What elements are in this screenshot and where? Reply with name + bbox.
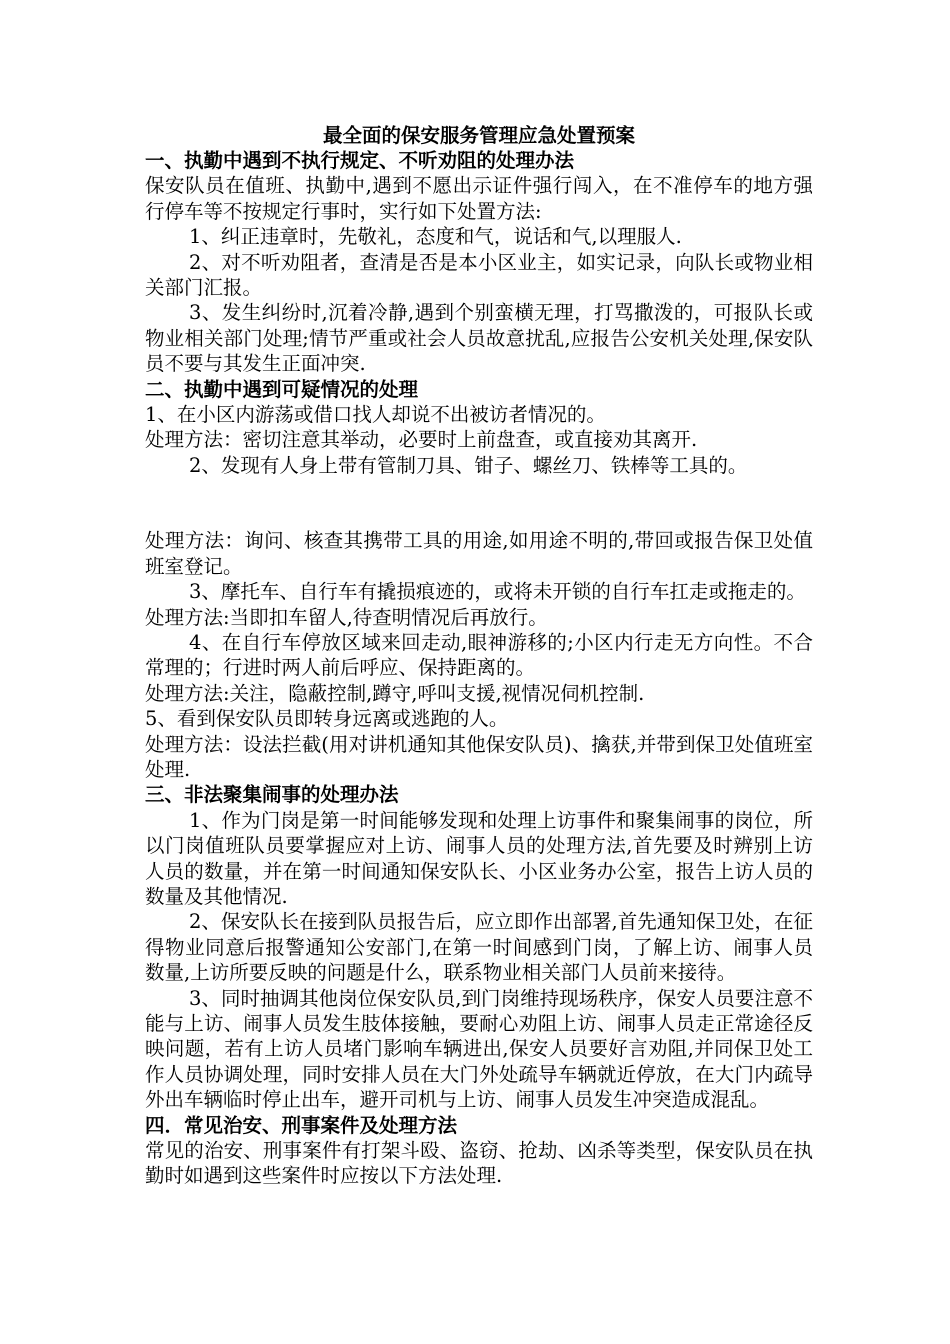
paragraph: 处理方法:当即扣车留人,待查明情况后再放行。 — [145, 605, 548, 629]
paragraph: 2、对不听劝阻者，查清是否是本小区业主，如实记录，向队长或物业相关部门汇报。 — [145, 250, 813, 300]
paragraph: 保安队员在值班、执勤中,遇到不愿出示证件强行闯入，在不准停车的地方强行停车等不按规定行事时，实行如下处置方法: — [145, 174, 813, 223]
paragraph: 3、摩托车、自行车有撬损痕迹的，或将未开锁的自行车扛走或拖走的。 — [189, 580, 806, 604]
paragraph: 处理方法：密切注意其举动，必要时上前盘查，或直接劝其离开. — [145, 428, 698, 452]
section-heading: 一、执勤中遇到不执行规定、不听劝阻的处理办法 — [145, 149, 575, 172]
document-page — [145, 118, 813, 1189]
paragraph: 1、作为门岗是第一时间能够发现和处理上访事件和聚集闹事的岗位，所以门岗值班队员要掌握应对上访、闹事人员的处理方法,首先要及时辨别上访人员的数量，并在第一时间通知保安队长、小区业务办公室，报告上访人员的数量及其他情况. — [145, 808, 813, 908]
paragraph: 2、发现有人身上带有管制刀具、钳子、螺丝刀、铁棒等工具的。 — [189, 453, 748, 477]
paragraph: 1、在小区内游荡或借口找人却说不出被访者情况的。 — [145, 403, 606, 427]
paragraph: 1、纠正违章时，先敬礼，态度和气，说话和气,以理服人. — [189, 225, 682, 249]
paragraph: 处理方法：设法拦截(用对讲机通知其他保安队员)、擒获,并带到保卫处值班室处理. — [145, 732, 813, 781]
paragraph: 处理方法:关注，隐蔽控制,蹲守,呼叫支援,视情况伺机控制. — [145, 681, 645, 705]
section-heading: 四．常见治安、刑事案件及处理方法 — [145, 1113, 458, 1137]
document-title: 最全面的保安服务管理应急处置预案 — [322, 124, 635, 147]
paragraph: 5、看到保安队员即转身远离或逃跑的人。 — [145, 707, 509, 731]
blank-line — [145, 478, 813, 528]
paragraph: 2、保安队长在接到队员报告后，应立即作出部署,首先通知保卫处，在征得物业同意后报警通知公安部门,在第一时间感到门岗，了解上访、闹事人员数量,上访所要反映的问题是什么，联系物业相关部门人员前来接待。 — [145, 910, 813, 985]
paragraph: 常见的治安、刑事案件有打架斗殴、盗窃、抢劫、凶杀等类型，保安队员在执勤时如遇到这些案件时应按以下方法处理. — [145, 1139, 813, 1188]
paragraph: 处理方法：询问、核查其携带工具的用途,如用途不明的,带回或报告保卫处值班室登记。 — [145, 529, 813, 578]
paragraph: 3、同时抽调其他岗位保安队员,到门岗维持现场秩序，保安人员要注意不能与上访、闹事人员发生肢体接触，要耐心劝阻上访、闹事人员走正常途径反映问题，若有上访人员堵门影响车辆进出,保安人员要好言劝阻,并同保卫处工作人员协调处理，同时安排人员在大门外处疏导车辆就近停放，在大门内疏导外出车辆临时停止出车，避开司机与上访、闹事人员发生冲突造成混乱。 — [145, 986, 813, 1112]
section-heading: 三、非法聚集闹事的处理办法 — [145, 783, 399, 807]
paragraph: 3、发生纠纷时,沉着冷静,遇到个别蛮横无理，打骂撒泼的，可报队长或物业相关部门处理;情节严重或社会人员故意扰乱,应报告公安机关处理,保安队员不要与其发生正面冲突. — [145, 301, 813, 376]
paragraph: 4、在自行车停放区域来回走动,眼神游移的;小区内行走无方向性。不合常理的；行进时两人前后呼应、保持距离的。 — [145, 630, 813, 680]
section-heading: 二、执勤中遇到可疑情况的处理 — [145, 377, 419, 401]
